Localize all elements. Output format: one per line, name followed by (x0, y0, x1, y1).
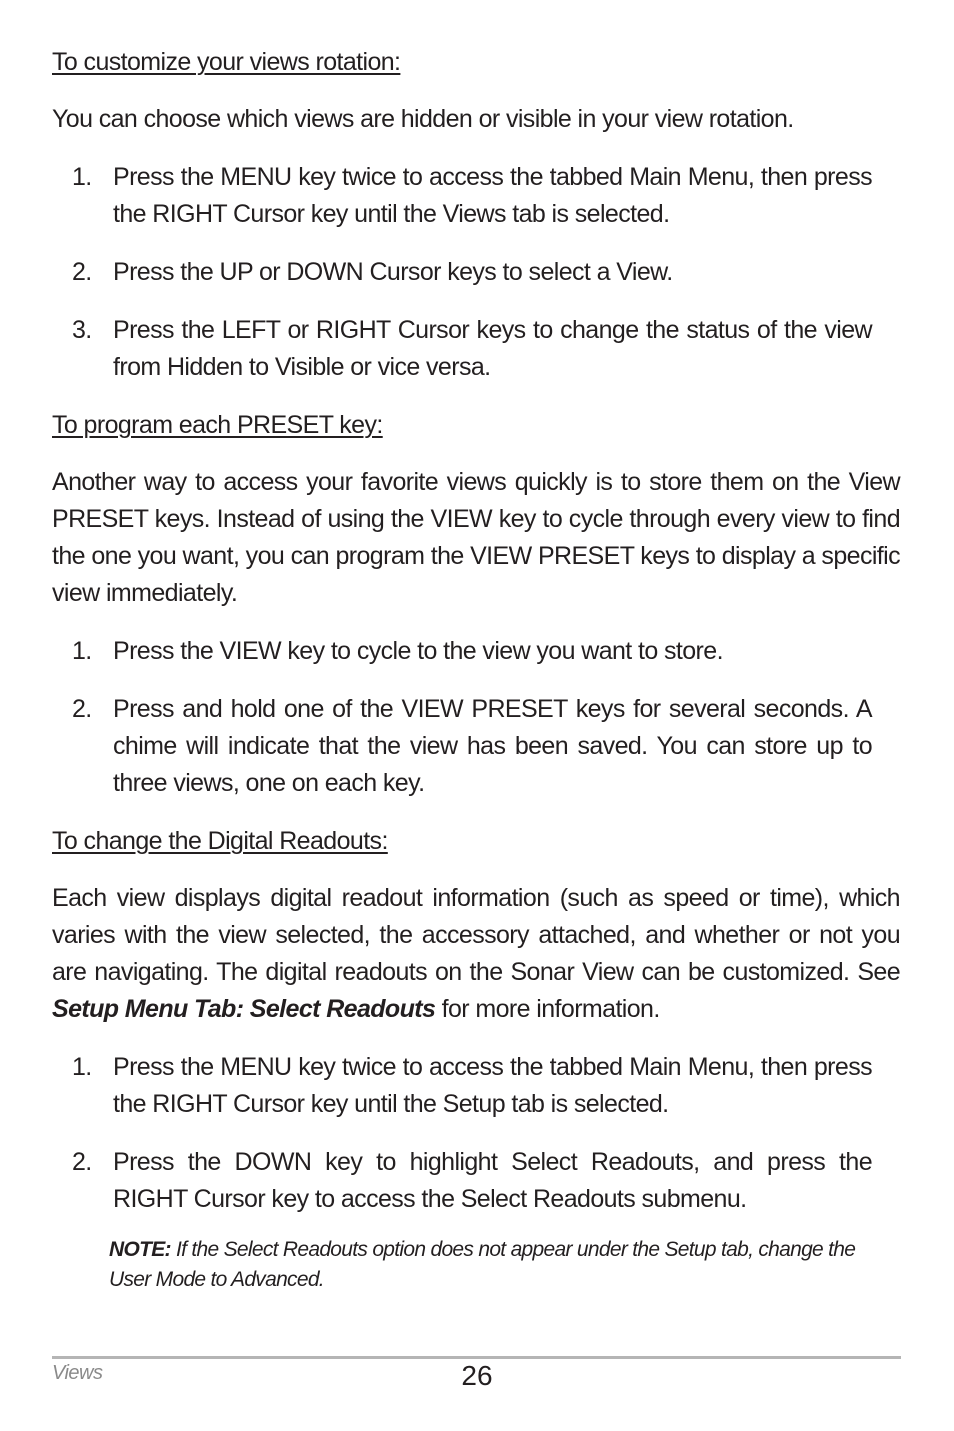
steps-digital-readouts (52, 1049, 900, 1218)
list-item (52, 1144, 900, 1218)
list-item (52, 633, 900, 670)
section-intro-digital-readouts (52, 880, 900, 1028)
step-text: Press the MENU key twice to access the tabbed Main Menu, then press the RIGHT Cursor key until the Setup tab is selected. (113, 1053, 872, 1118)
section-intro-customize-views: You can choose which views are hidden or visible in your view rotation. (52, 105, 794, 133)
section-intro-program-preset: Another way to access your favorite views quickly is to store them on the View PRESET keys. Instead of using the VIEW key to cycle through every view to find the one you want, you can program the VIEW PRESET keys to display a specific view immediately. (52, 468, 900, 607)
steps-program-preset (52, 633, 900, 802)
list-item (52, 1049, 900, 1123)
note-label: NOTE: (109, 1238, 171, 1261)
step-text: Press the MENU key twice to access the tabbed Main Menu, then press the RIGHT Cursor key until the Views tab is selected. (113, 163, 872, 228)
step-number: 3. (72, 316, 92, 344)
step-text: Press the UP or DOWN Cursor keys to select a View. (113, 258, 673, 286)
list-item (52, 254, 900, 291)
note-box (109, 1235, 869, 1295)
intro-text: for more information. (435, 995, 660, 1023)
list-item (52, 159, 900, 233)
section-heading-digital-readouts: To change the Digital Readouts: (52, 827, 388, 855)
section-heading-customize-views: To customize your views rotation: (52, 48, 401, 76)
footer-divider (52, 1356, 901, 1359)
list-item (52, 691, 900, 802)
step-text: Press and hold one of the VIEW PRESET keys for several seconds. A chime will indicate that the view has been saved. You can store up to three views, one on each key. (113, 695, 872, 797)
note-text: If the Select Readouts option does not appear under the Setup tab, change the User Mode to Advanced. (109, 1238, 856, 1291)
step-number: 2. (72, 1148, 92, 1176)
step-number: 2. (72, 695, 92, 723)
cross-reference-link: Setup Menu Tab: Select Readouts (52, 995, 436, 1023)
footer-section-name: Views (52, 1362, 103, 1384)
intro-text: Each view displays digital readout information (such as speed or time), which varies with the view selected, the accessory attached, and whether or not you are navigating. The digital readouts on the Sonar View can be customized. See (52, 884, 900, 986)
page-number: 26 (461, 1360, 493, 1391)
step-text: Press the LEFT or RIGHT Cursor keys to change the status of the view from Hidden to Visible or vice versa. (113, 316, 872, 381)
page-content (52, 44, 900, 1295)
step-number: 1. (72, 1053, 92, 1081)
steps-customize-views (52, 159, 900, 386)
list-item (52, 312, 900, 386)
step-number: 2. (72, 258, 92, 286)
step-text: Press the DOWN key to highlight Select Readouts, and press the RIGHT Cursor key to access the Select Readouts submenu. (113, 1148, 872, 1213)
section-heading-program-preset: To program each PRESET key: (52, 411, 383, 439)
step-text: Press the VIEW key to cycle to the view you want to store. (113, 637, 723, 665)
step-number: 1. (72, 637, 92, 665)
step-number: 1. (72, 163, 92, 191)
